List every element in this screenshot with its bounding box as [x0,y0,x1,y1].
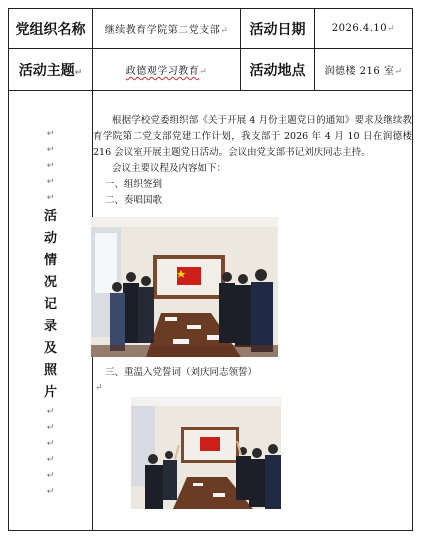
para-mark: ↵ [46,128,55,139]
label-char: 动 [43,230,57,246]
value-activity-date[interactable] [315,9,413,49]
form-row-records [9,91,413,531]
national-flag [200,437,220,451]
para-mark: ↵ [46,454,55,465]
value-activity-location[interactable] [315,49,413,91]
para-mark: ↵ [46,486,55,497]
label-char: 活 [43,208,57,224]
label-char: 记 [43,296,57,312]
label-activity-date-text: 活动日期 [249,21,306,38]
value-org-name-text: 继续教育学院第二党支部 [104,25,221,36]
label-char: 录 [43,318,57,334]
label-activity-theme-text: 活动主题 [18,62,75,79]
label-activity-location [241,49,315,91]
para-mark: ↵ [46,406,55,417]
value-activity-theme[interactable] [93,49,241,91]
label-char: 照 [43,362,57,378]
cell-end-mark: ↵ [387,24,396,34]
value-activity-theme-text: 政德观学习教育 [125,66,200,77]
label-records-vertical [9,91,93,531]
agenda-item-1: 一、组织签到 [105,178,163,190]
label-org-name [9,9,93,49]
para-mark: ↵ [46,470,55,481]
value-activity-location-text: 润德楼 216 室 [324,66,395,77]
cell-end-mark: ↵ [394,67,403,77]
photo-national-anthem [91,217,278,357]
para-mark: ↵ [46,144,55,155]
value-activity-date-text: 2026.4.10 [331,23,388,34]
para-mark: ↵ [95,382,103,393]
label-activity-theme [9,49,93,91]
agenda-title: 会议主要议程及内容如下： [112,162,227,174]
activity-record-form [8,8,413,531]
agenda-item-2: 二、奏唱国歌 [105,194,163,206]
label-char: 情 [43,252,57,268]
records-content[interactable] [93,91,413,531]
para-mark: ↵ [46,192,55,203]
label-char: 况 [43,274,57,290]
cell-end-mark: ↵ [74,67,83,78]
value-org-name[interactable] [93,9,241,49]
label-activity-location-text: 活动地点 [249,62,306,79]
form-row-org [9,9,413,49]
para-mark: ↵ [46,160,55,171]
para-mark: ↵ [46,438,55,449]
intro-paragraph: 根据学校党委组织部《关于开展 4 月份主题党日的通知》要求及继续教育学院第二党支部党建工作计划，我支部于 2026 年 4 月 10 日在润德楼 216 会议室开展主题党日活动。会议由党支部书记刘庆同志主持。 [93,114,412,158]
label-org-name-text: 党组织名称 [15,21,86,38]
label-char: 及 [43,340,57,356]
label-activity-date [241,9,315,49]
cell-end-mark: ↵ [199,67,208,77]
agenda-item-3: 三、重温入党誓词（刘庆同志领誓） [105,366,258,378]
para-mark: ↵ [46,422,55,433]
form-row-theme [9,49,413,91]
cell-end-mark: ↵ [220,26,229,36]
para-mark: ↵ [46,176,55,187]
label-char: 片 [43,384,57,400]
photo-oath [131,397,281,509]
